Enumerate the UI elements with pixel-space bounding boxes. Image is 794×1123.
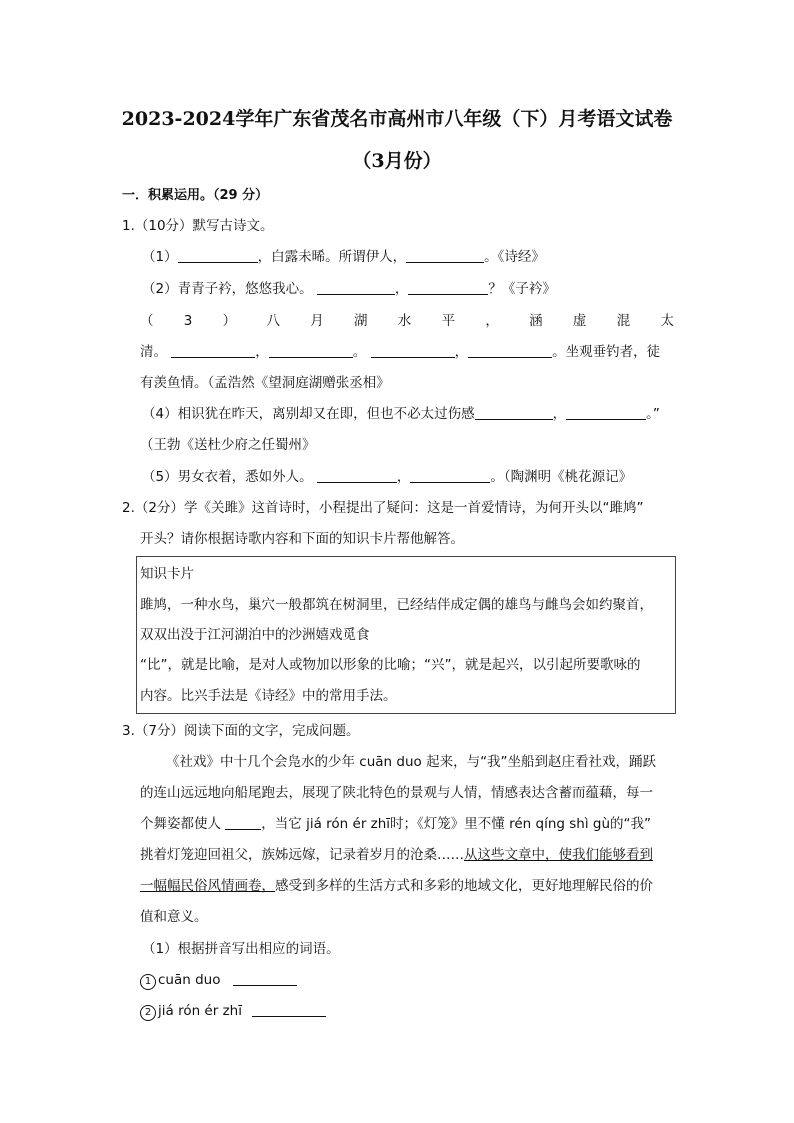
char: 涵: [529, 313, 543, 329]
sep: ，: [396, 469, 411, 485]
q1-item-3-line1: [140, 311, 674, 331]
underlined-sentence: 从这些文章中，使我们能够看到: [464, 847, 653, 863]
knowledge-card-line: 雎鸠，一种水鸟，巢穴一般都筑在树洞里，已经结伴成定偶的雄鸟与雌鸟会如约聚首，: [140, 597, 653, 613]
answer-row-1: [140, 970, 297, 990]
q1-item-5-source: 。（陶渊明《桃花源记》: [490, 469, 633, 485]
passage-line: 值和意义。: [140, 909, 208, 925]
pinyin-prompt: jiá rón ér zhī: [158, 1003, 242, 1019]
char: （: [140, 313, 154, 329]
q1-item-5-text: （5）男女衣着，悉如外人。: [142, 469, 313, 485]
answer-blank[interactable]: [468, 343, 552, 358]
passage-text: 挑着灯笼迎回祖父，族姊远嫁，记录着岁月的沧桑……: [140, 847, 464, 863]
q1-item-4: [142, 404, 660, 424]
q1-item-1-source: 。《诗经》: [484, 249, 545, 265]
q1-item-3-text: 清。: [140, 344, 167, 360]
answer-blank[interactable]: [269, 343, 353, 358]
knowledge-card-line: 内容。比兴手法是《诗经》中的常用手法。: [140, 688, 397, 704]
q1-item-4-text: （4）相识犹在昨天，离别却又在即，但也不必太过伤感: [142, 406, 475, 422]
answer-blank[interactable]: [371, 343, 455, 358]
char: 混: [616, 313, 631, 329]
page-title: 2023-2024学年广东省茂名市高州市八年级（下）月考语文试卷: [121, 108, 673, 130]
char: 平: [441, 313, 456, 329]
char: ，: [485, 313, 499, 329]
page-subtitle: （3月份）: [352, 150, 442, 172]
char: ）: [222, 313, 237, 329]
sep: ，: [552, 406, 567, 422]
passage-text: 个舞姿都使人: [140, 816, 221, 832]
q1-item-1: [142, 247, 545, 267]
char: 太: [660, 313, 674, 329]
question-2-prompt-line1: 2.（2分）学《关雎》这首诗时，小程提出了疑问：这是一首爱情诗，为何开头以“雎鸠”: [122, 500, 644, 516]
answer-row-2: [140, 1001, 326, 1021]
passage-text: 感受到多样的生活方式和多彩的地域文化，更好地理解民俗的价: [275, 878, 653, 894]
passage-line: [140, 845, 653, 865]
question-3-sub1: （1）根据拼音写出相应的词语。: [142, 941, 340, 957]
circled-number: 1: [140, 974, 156, 990]
sep: 。”: [646, 406, 660, 422]
q1-item-3-line3: 有羡鱼情。（孟浩然《望洞庭湖赠张丞相》: [140, 375, 390, 391]
answer-blank[interactable]: [410, 468, 490, 483]
knowledge-card-heading: 知识卡片: [140, 566, 194, 582]
passage-line: 《社戏》中十几个会凫水的少年 cuān duo 起来，与“我”坐船到赵庄看社戏，踊跃: [166, 754, 657, 770]
underlined-sentence: 一幅幅民俗风情画卷，: [140, 878, 275, 894]
answer-blank[interactable]: [171, 343, 255, 358]
knowledge-card-line: “比”，就是比喻，是对人或物加以形象的比喻；“兴”，就是起兴，以引起所要歌咏的: [140, 657, 641, 673]
char: 月: [310, 313, 324, 329]
passage-line: [140, 876, 653, 896]
passage-text: ，当它 jiá rón ér zhī时；《灯笼》里不懂 rén qíng shì gù的“我”: [261, 816, 651, 832]
answer-blank[interactable]: [406, 248, 484, 263]
answer-blank[interactable]: [178, 248, 258, 263]
char: 水: [397, 313, 412, 329]
question-3-prompt: 3.（7分）阅读下面的文字，完成问题。: [122, 723, 360, 739]
answer-blank[interactable]: [233, 971, 297, 986]
q1-item-2-source: ？《子衿》: [488, 281, 556, 297]
answer-blank[interactable]: [475, 405, 553, 420]
answer-blank[interactable]: [225, 815, 261, 830]
q1-item-4-source: （王勃《送杜少府之任蜀州》: [140, 437, 316, 453]
knowledge-card: [136, 556, 676, 714]
q1-item-2-sep: ，: [394, 281, 409, 297]
question-1-prompt: 1.（10分）默写古诗文。: [122, 218, 274, 234]
section-heading: 一．积累运用。（29 分）: [122, 188, 269, 203]
answer-blank[interactable]: [317, 280, 395, 295]
q1-item-3-text-end: 。坐观垂钓者，徒: [552, 344, 661, 360]
answer-blank[interactable]: [252, 1002, 326, 1017]
circled-number: 2: [140, 1005, 156, 1021]
q1-item-2-text: （2）青青子衿，悠悠我心。: [142, 281, 313, 297]
sep: ，: [454, 344, 469, 360]
sep: 。: [352, 344, 367, 360]
q1-item-2: [142, 279, 556, 299]
knowledge-card-line: 双双出没于江河湖泊中的沙洲嬉戏觅食: [140, 627, 370, 643]
answer-blank[interactable]: [408, 280, 488, 295]
passage-line: 的连山远远地向船尾跑去，展现了陕北特色的景观与人情，情感表达含蓄而蕴藉，每一: [140, 785, 653, 801]
char: 3: [183, 313, 193, 329]
answer-blank[interactable]: [317, 468, 397, 483]
answer-blank[interactable]: [566, 405, 646, 420]
passage-line: [140, 814, 651, 834]
sep: ，: [255, 344, 269, 360]
char: 虚: [572, 313, 587, 329]
char: 湖: [354, 313, 368, 329]
q1-item-1-text: ，白露未晞。所谓伊人，: [257, 249, 407, 265]
q1-item-1-label: （1）: [142, 249, 178, 265]
q1-item-3-line2: [140, 342, 660, 362]
char: 八: [266, 313, 280, 329]
question-2-prompt-line2: 开头？请你根据诗歌内容和下面的知识卡片帮他解答。: [140, 531, 464, 547]
pinyin-prompt: cuān duo: [158, 972, 221, 988]
q1-item-5: [142, 467, 632, 487]
